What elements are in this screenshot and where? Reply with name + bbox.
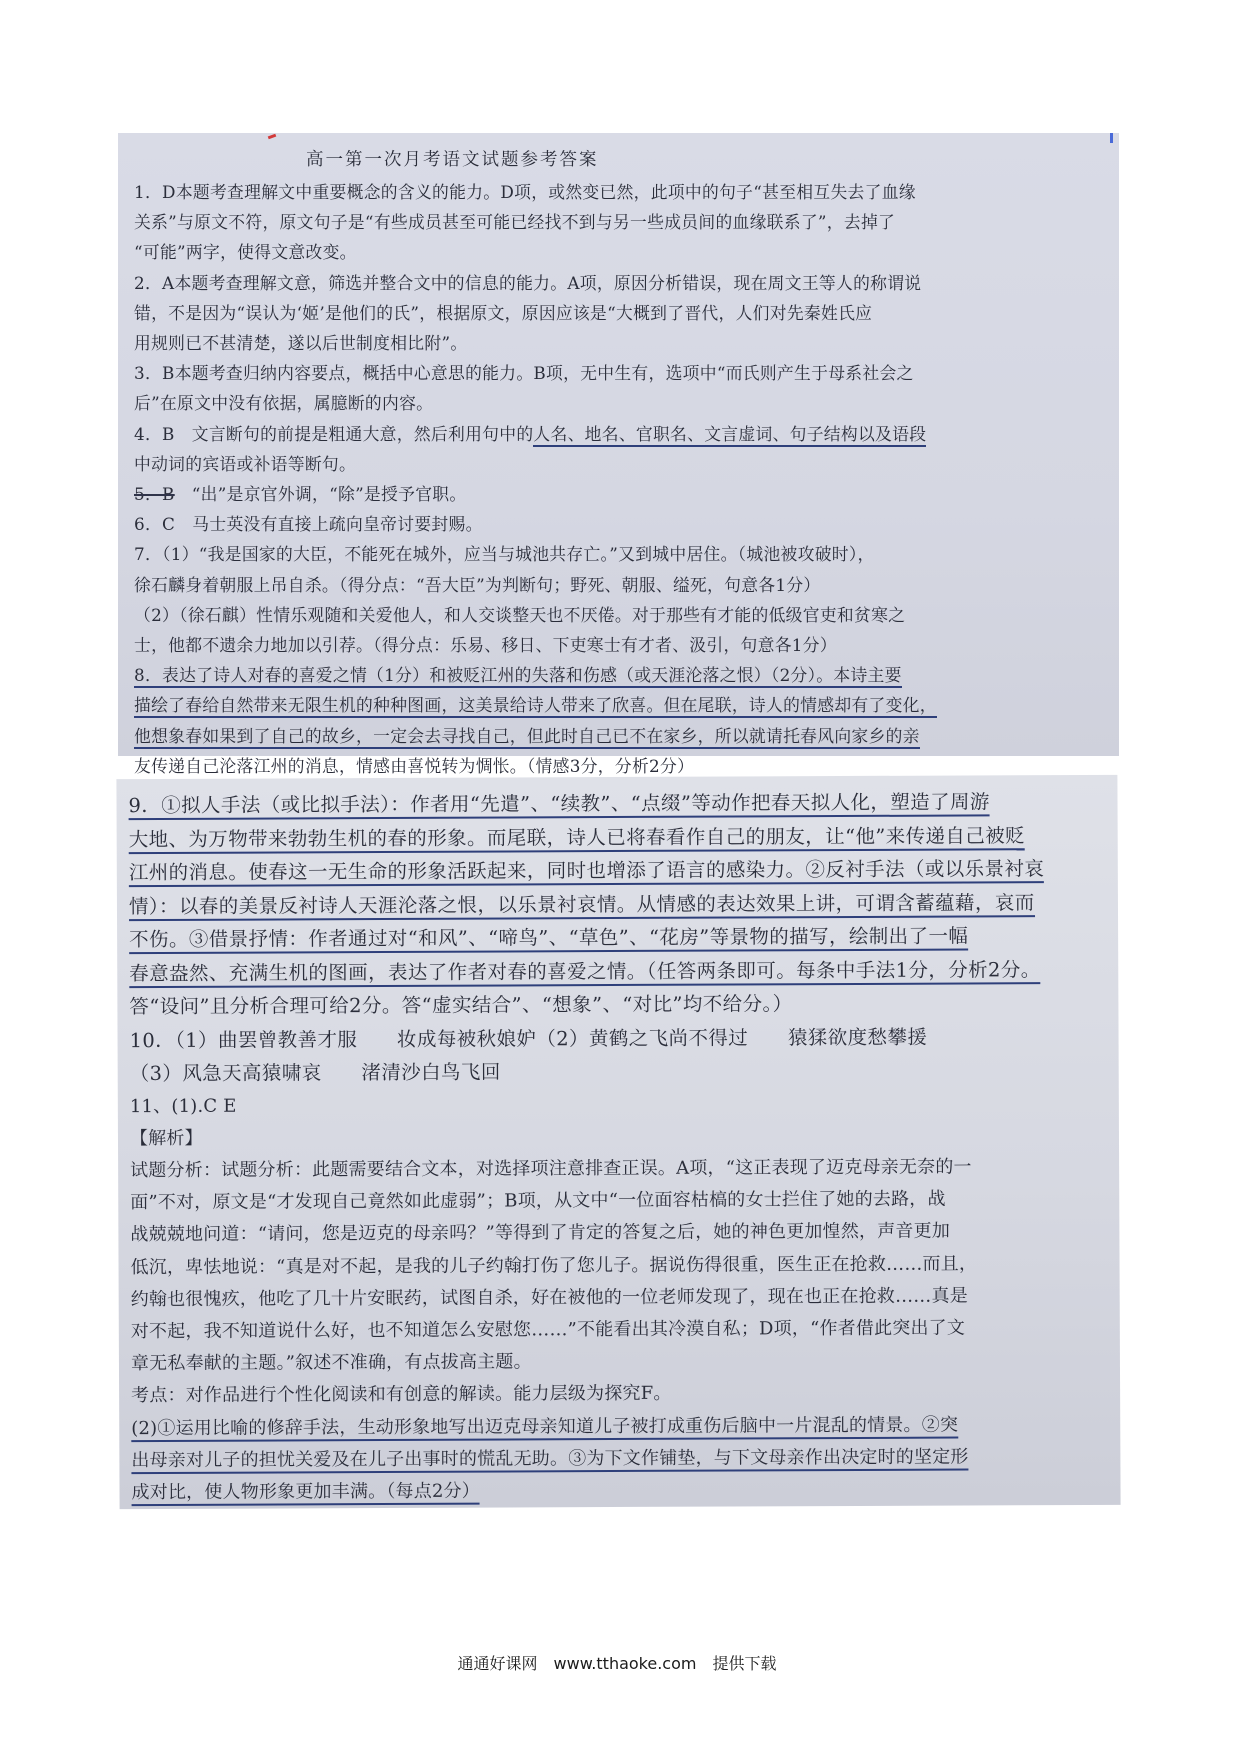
- answer-q8-line: [134, 660, 1119, 690]
- q11-2-underlined-text: 成对比，使人物形象更加丰满。（每点2分）: [131, 1481, 480, 1507]
- answer-q9-line: [129, 818, 1118, 856]
- document-title: 高一第一次月考语文试题参考答案: [306, 150, 599, 170]
- answer-q11-head: 11、(1).C E: [129, 1095, 237, 1117]
- answer-key-photo-top: [118, 133, 1119, 776]
- answer-q10-line: 10．（1）曲罢曾教善才服 妆成每被秋娘妒（2）黄鹤之飞尚不得过 猿猱欲度愁攀援: [129, 1025, 928, 1052]
- q4-underlined: 人名、地名、官职名、文言虚词、句子结构以及语段: [533, 424, 926, 447]
- answer-q9-line: [129, 919, 1118, 957]
- answer-q7-line: 士，他都不遗余力地加以引荐。（得分点：乐易、移日、下吏寒士有才者、汲引，句意各1分）: [134, 635, 837, 656]
- analysis-label: 【解析】: [129, 1127, 203, 1149]
- analysis-line: 约翰也很愧疚，他吃了几十片安眠药，试图自杀，好在被他的一位老师发现了，现在也正在抢救……真是: [130, 1285, 968, 1310]
- answer-line: 1．D本题考查理解文中重要概念的含义的能力。D项，或然变已然，此项中的句子“甚至相互失去了血缘: [134, 182, 916, 202]
- q9-underlined-text: 春意盎然、充满生机的图画，表达了作者对春的喜爱之情。（任答两条即可。每条中手法1分，分析2分。: [129, 958, 1040, 988]
- q11-2-underlined-text: (2)①运用比喻的修辞手法，生动形象地写出迈克母亲知道儿子被打成重伤后脑中一片混乱的情景。②突: [131, 1414, 958, 1442]
- answer-q9-line: [128, 785, 1117, 823]
- q8-underlined-text: 描绘了春给自然带来无限生机的种种图画，这美景给诗人带来了欣喜。但在尾联，诗人的情感却有了变化，: [134, 695, 937, 718]
- q9-underlined-text: 不伤。③借景抒情：作者通过对“和风”、“啼鸟”、“草色”、“花房”等景物的描写，绘制出了一幅: [129, 924, 968, 954]
- answer-q9-line: [129, 952, 1118, 990]
- answer-line: 中动词的宾语或补语等断句。: [134, 453, 357, 474]
- answer-q11-2-line: [131, 1408, 1120, 1445]
- analysis-line: 面”不对，原文是“才发现自己竟然如此虚弱”；B项，从文中“一位面容枯槁的女士拦住了她的去路，战: [130, 1188, 946, 1214]
- answer-line: 2．A本题考查理解文意，筛选并整合文中的信息的能力。A项，原因分析错误，现在周文王等人的称谓说: [134, 272, 922, 293]
- q8-underlined-text: 他想象春如果到了自己的故乡，一定会去寻找自己，但此时自己已不在家乡，所以就请托春风向家乡的亲: [134, 726, 920, 749]
- answer-q10-line: （3）风急天高猿啸哀 渚清沙白鸟飞回: [129, 1060, 501, 1086]
- analysis-line: 试题分析：试题分析：此题需要结合文本，对选择项注意排查正误。A项，“这正表现了迈克母亲无奈的一: [130, 1156, 972, 1182]
- analysis-line: 低沉，卑怯地说：“真是对不起，是我的儿子约翰打伤了您儿子。据说伤得很重，医生正在抢救……而且，: [130, 1252, 978, 1278]
- answer-line: 后”在原文中没有依据，属臆断的内容。: [134, 393, 434, 414]
- answer-line: 错，不是因为“误认为‘姬’是他们的氏”，根据原文，原因应该是“大概到了晋代，人们对先秦姓氏应: [134, 302, 873, 323]
- answer-line: 关系”与原文不符，原文句子是“有些成员甚至可能已经找不到与另一些成员间的血缘联系了”，去掉了: [134, 212, 896, 233]
- q9-underlined-text: 江州的消息。使春这一无生命的形象活跃起来，同时也增添了语言的感染力。②反衬手法（或以乐景衬哀: [129, 857, 1045, 887]
- answer-q11-2-line: [131, 1441, 1120, 1478]
- answer-q5: [134, 479, 1119, 509]
- answer-line: “可能”两字，使得文意改变。: [134, 242, 357, 263]
- answer-q8-line: [134, 690, 1119, 720]
- analysis-line: 战兢兢地问道：“请问，您是迈克的母亲吗？”等得到了肯定的答复之后，她的神色更加惶然，声音更加: [130, 1220, 951, 1246]
- analysis-line: 考点：对作品进行个性化阅读和有创意的解读。能力层级为探究F。: [131, 1383, 672, 1407]
- answer-q9-line: [129, 852, 1118, 890]
- answer-q7-line: 徐石麟身着朝服上吊自杀。（得分点：“吾大臣”为判断句；野死、朝服、缢死，句意各1分）: [134, 574, 821, 595]
- answer-q8-line: [134, 721, 1119, 751]
- answer-q8-line-cut: 友传递自己沦落江州的消息，情感由喜悦转为惆怅。（情感3分，分析2分）: [134, 755, 695, 776]
- q9-underlined-text: 大地、为万物带来勃勃生机的春的形象。而尾联，诗人已将春看作自己的朋友，让“他”来传递自己被贬: [129, 824, 1025, 854]
- answer-line: 3．B本题考查归纳内容要点，概括中心意思的能力。B项，无中生有，选项中“而氏则产生于母系社会之: [134, 363, 914, 384]
- answer-q11-2-line: [131, 1473, 1120, 1510]
- answer-q4: [134, 419, 1119, 449]
- q9-underlined-text: 情）：以春的美景反衬诗人天涯沦落之恨，以乐景衬哀情。从情感的表达效果上讲，可谓含蓄蕴藉，哀而: [129, 891, 1035, 921]
- answer-q7-line: （2）（徐石麒）性情乐观随和关爱他人，和人交谈整天也不厌倦。对于那些有才能的低级官吏和贫寒之: [134, 604, 906, 625]
- page-footer: 通通好课网 www.tthaoke.com 提供下载: [457, 1654, 777, 1673]
- analysis-line: 对不起，我不知道说什么好，也不知道怎么安慰您……”不能看出其冷漠自私；D项，“作者借此突出了文: [130, 1317, 966, 1343]
- q5-text: “出”是京官外调，“除”是授予官职。: [191, 484, 467, 505]
- answer-q6: 6．C 马士英没有直接上疏向皇帝讨要封赐。: [134, 514, 483, 535]
- q8-underlined-text: 8．表达了诗人对春的喜爱之情（1分）和被贬江州的失落和伤感（或天涯沦落之恨）（2分）。本诗主要: [134, 665, 902, 688]
- q5-struck-number: 5．B: [134, 484, 175, 505]
- blue-pen-mark: [1110, 133, 1113, 143]
- q9-underlined-text: 9．①拟人手法（或比拟手法）：作者用“先遣”、“续教”、“点缀”等动作把春天拟人化，塑造了周游: [128, 790, 989, 820]
- analysis-line: 章无私奉献的主题。”叙述不准确，有点拔高主题。: [130, 1351, 532, 1375]
- answer-key-photo-bottom: [116, 775, 1120, 1509]
- q4-prefix: 4．B 文言断句的前提是粗通大意，然后利用句中的: [134, 423, 534, 444]
- answer-q9-line: 答“设问”且分析合理可给2分。答“虚实结合”、“想象”、“对比”均不给分。）: [129, 992, 793, 1019]
- answer-q9-line: [129, 885, 1118, 923]
- q11-2-underlined-text: 出母亲对儿子的担忧关爱及在儿子出事时的慌乱无助。③为下文作铺垫，与下文母亲作出决定时的坚定形: [131, 1446, 968, 1474]
- red-pen-mark: [268, 134, 277, 140]
- answer-line: 用规则已不甚清楚，遂以后世制度相比附”。: [134, 333, 468, 354]
- answer-q7-line: 7．（1）“我是国家的大臣，不能死在城外，应当与城池共存亡。”又到城中居住。（城池被攻破时），: [134, 544, 875, 565]
